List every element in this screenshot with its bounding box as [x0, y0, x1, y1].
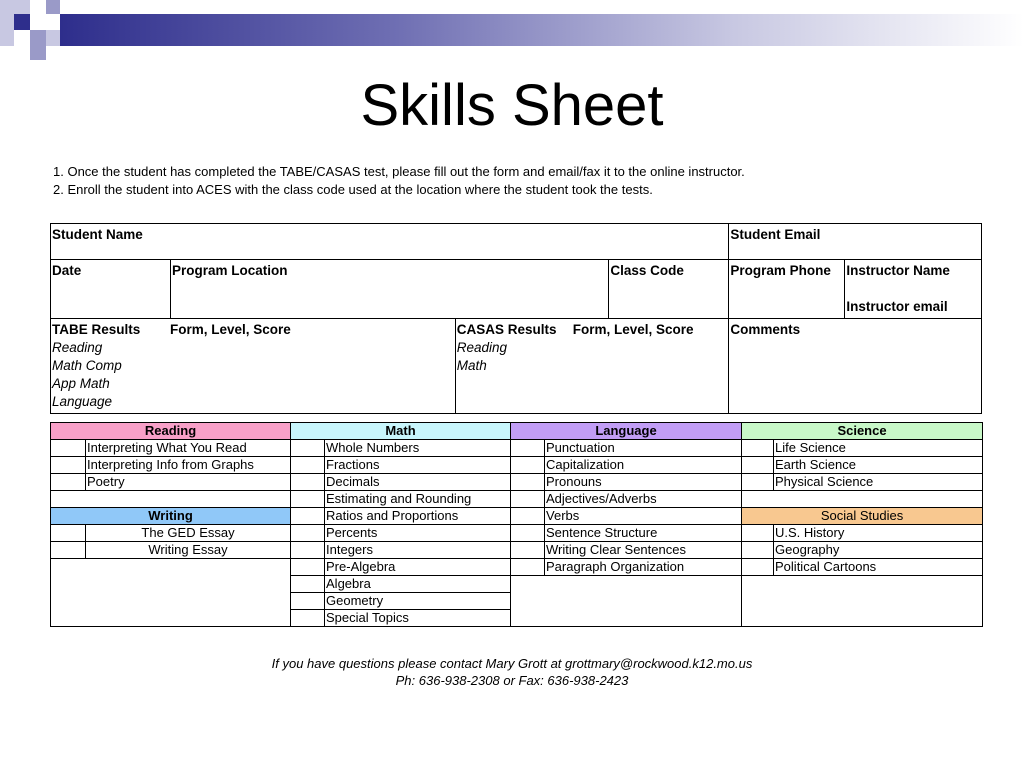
casas-subject: Reading: [456, 340, 508, 355]
skill-item: Capitalization: [545, 457, 742, 474]
checkbox-cell[interactable]: [742, 525, 774, 542]
checkbox-cell[interactable]: [511, 440, 545, 457]
science-header: Science: [742, 423, 983, 440]
instructor-name-label: Instructor Name: [846, 263, 950, 278]
class-code-field[interactable]: Class Code: [609, 260, 729, 319]
checkbox-cell[interactable]: [291, 610, 325, 627]
checkbox-cell[interactable]: [511, 508, 545, 525]
checkbox-cell[interactable]: [511, 457, 545, 474]
page-title: Skills Sheet: [360, 73, 664, 138]
comments-field[interactable]: Comments: [729, 319, 982, 414]
skill-item: Integers: [325, 542, 511, 559]
skill-item: Poetry: [86, 474, 291, 491]
skills-grid: [50, 422, 983, 627]
checkbox-cell[interactable]: [511, 491, 545, 508]
empty-cell: [742, 576, 983, 627]
skill-item: Writing Essay: [86, 542, 291, 559]
math-header: Math: [291, 423, 511, 440]
checkbox-cell[interactable]: [742, 559, 774, 576]
checkbox-cell[interactable]: [511, 542, 545, 559]
writing-header: Writing: [51, 508, 291, 525]
header-decoration: [0, 0, 1024, 64]
checkbox-cell[interactable]: [291, 542, 325, 559]
skill-item: Geometry: [325, 593, 511, 610]
skill-item: Algebra: [325, 576, 511, 593]
contact-footer: [0, 655, 1024, 689]
skill-item: Life Science: [774, 440, 983, 457]
skill-item: Adjectives/Adverbs: [545, 491, 742, 508]
skill-item: Percents: [325, 525, 511, 542]
skill-item: Decimals: [325, 474, 511, 491]
checkbox-cell[interactable]: [291, 440, 325, 457]
checkbox-cell[interactable]: [291, 576, 325, 593]
casas-subject: Math: [456, 358, 487, 373]
skill-item: The GED Essay: [86, 525, 291, 542]
casas-results-field[interactable]: [455, 319, 729, 414]
checkbox-cell[interactable]: [511, 559, 545, 576]
skill-item: Geography: [774, 542, 983, 559]
checkbox-cell[interactable]: [51, 525, 86, 542]
checkbox-cell[interactable]: [511, 525, 545, 542]
skill-item: Punctuation: [545, 440, 742, 457]
reading-header: Reading: [51, 423, 291, 440]
checkbox-cell[interactable]: [742, 457, 774, 474]
empty-cell: [51, 559, 291, 627]
skill-item: Special Topics: [325, 610, 511, 627]
program-phone-field[interactable]: Program Phone: [729, 260, 845, 319]
casas-form-label: Form, Level, Score: [572, 322, 694, 337]
checkbox-cell[interactable]: [291, 457, 325, 474]
tabe-subject: Math Comp: [52, 358, 122, 373]
checkbox-cell[interactable]: [291, 593, 325, 610]
skill-item: Estimating and Rounding: [325, 491, 511, 508]
instructor-field[interactable]: [845, 260, 982, 319]
skill-item: Earth Science: [774, 457, 983, 474]
checkbox-cell[interactable]: [291, 508, 325, 525]
checkbox-cell[interactable]: [291, 474, 325, 491]
checkbox-cell[interactable]: [51, 440, 86, 457]
empty-cell: [51, 491, 291, 508]
skill-item: Interpreting What You Read: [86, 440, 291, 457]
skill-item: Sentence Structure: [545, 525, 742, 542]
contact-line: If you have questions please contact Mary Grott at grottmary@rockwood.k12.mo.us: [271, 656, 753, 671]
checkbox-cell[interactable]: [742, 542, 774, 559]
checkbox-cell[interactable]: [291, 525, 325, 542]
skill-item: Whole Numbers: [325, 440, 511, 457]
checkbox-cell[interactable]: [742, 474, 774, 491]
skill-item: Fractions: [325, 457, 511, 474]
skill-item: Interpreting Info from Graphs: [86, 457, 291, 474]
skill-item: Pre-Algebra: [325, 559, 511, 576]
checkbox-cell[interactable]: [51, 542, 86, 559]
student-info-table: [50, 223, 982, 414]
student-email-field[interactable]: Student Email: [729, 224, 982, 260]
skill-item: Verbs: [545, 508, 742, 525]
tabe-results-field[interactable]: [51, 319, 456, 414]
skill-item: Pronouns: [545, 474, 742, 491]
program-location-field[interactable]: Program Location: [171, 260, 609, 319]
skill-item: Physical Science: [774, 474, 983, 491]
checkbox-cell[interactable]: [742, 440, 774, 457]
language-header: Language: [511, 423, 742, 440]
tabe-results-label: TABE Results: [52, 322, 141, 337]
checkbox-cell[interactable]: [51, 457, 86, 474]
skill-item: Political Cartoons: [774, 559, 983, 576]
skill-item: Writing Clear Sentences: [545, 542, 742, 559]
tabe-subject: App Math: [52, 376, 110, 391]
instructor-email-label: Instructor email: [846, 299, 948, 314]
date-field[interactable]: Date: [51, 260, 171, 319]
checkbox-cell[interactable]: [51, 474, 86, 491]
skill-item: U.S. History: [774, 525, 983, 542]
tabe-form-label: Form, Level, Score: [170, 322, 291, 337]
skill-item: Ratios and Proportions: [325, 508, 511, 525]
checkbox-cell[interactable]: [511, 474, 545, 491]
casas-results-label: CASAS Results: [456, 322, 557, 337]
tabe-subject: Reading: [52, 340, 103, 355]
instructions: [53, 163, 745, 199]
empty-cell: [511, 576, 742, 627]
social-studies-header: Social Studies: [742, 508, 983, 525]
instruction-2: 2. Enroll the student into ACES with the class code used at the location where the student took the tests.: [53, 182, 653, 197]
student-name-field[interactable]: Student Name: [51, 224, 729, 260]
skill-item: Paragraph Organization: [545, 559, 742, 576]
tabe-subject: Language: [52, 394, 113, 409]
checkbox-cell[interactable]: [291, 559, 325, 576]
instruction-1: 1. Once the student has completed the TABE/CASAS test, please fill out the form and email/fax it to the online instructor.: [53, 164, 745, 179]
phone-fax-line: Ph: 636-938-2308 or Fax: 636-938-2423: [395, 673, 629, 688]
empty-cell: [742, 491, 983, 508]
checkbox-cell[interactable]: [291, 491, 325, 508]
